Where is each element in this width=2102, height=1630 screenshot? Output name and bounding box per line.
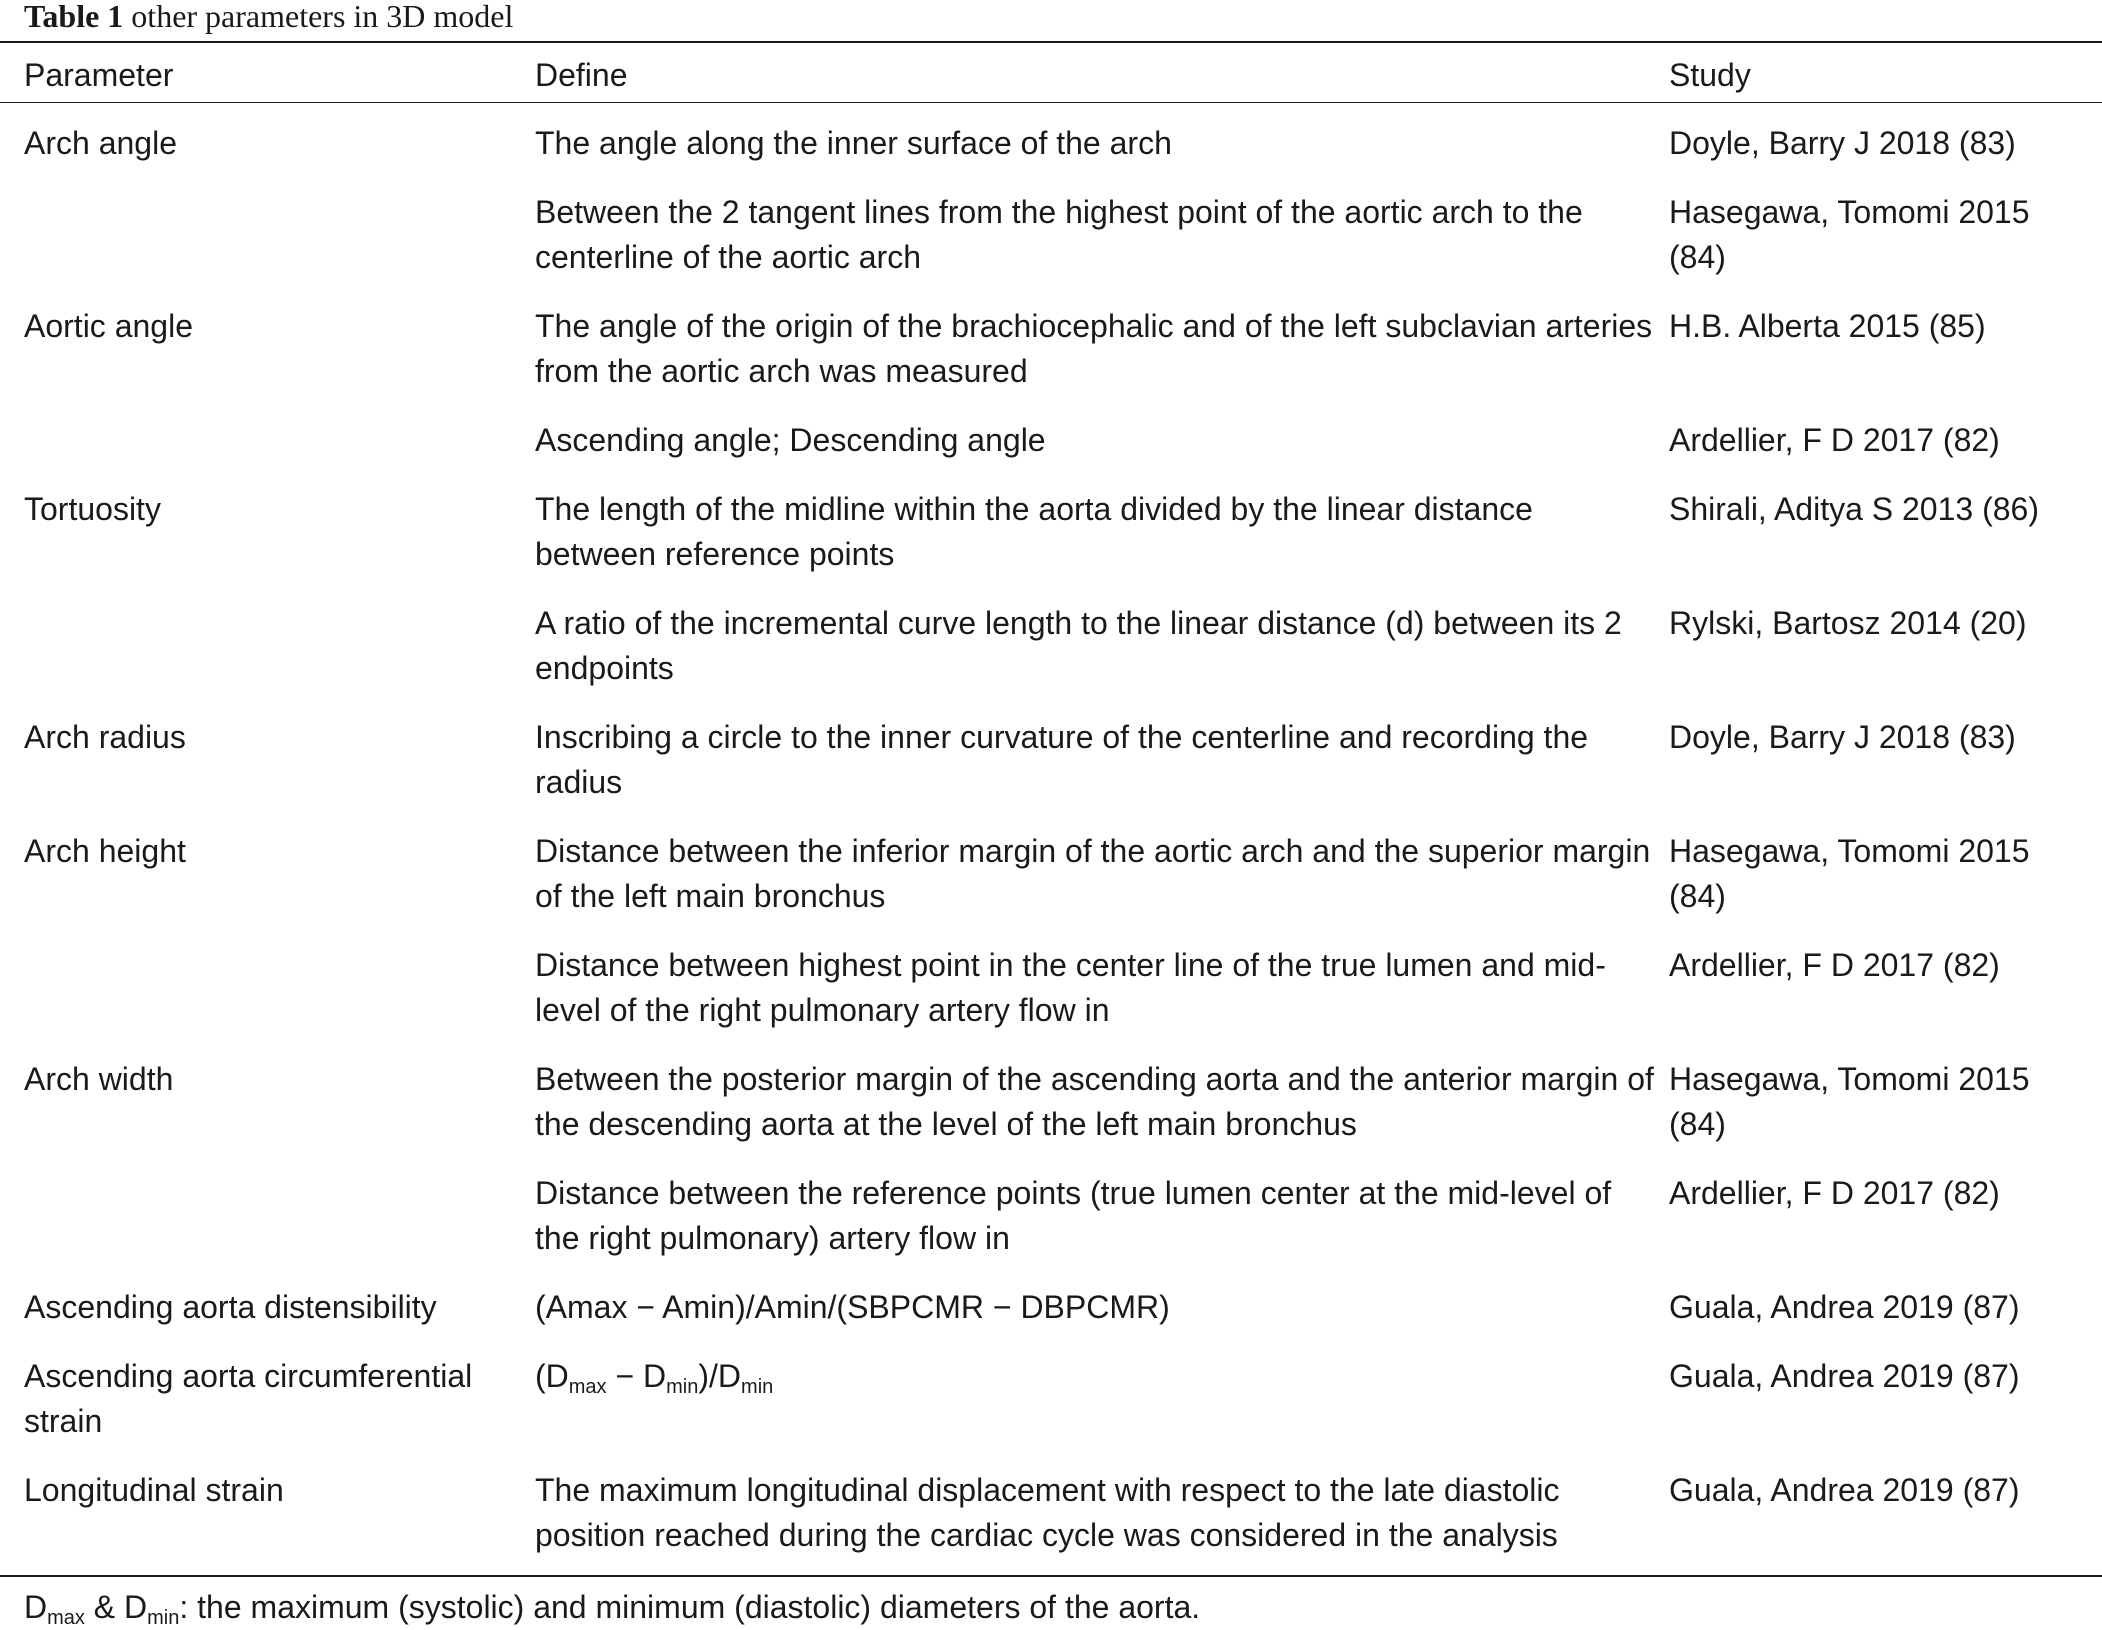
cell-parameter: Aortic angle <box>24 308 193 344</box>
cell-parameter: Arch height <box>24 833 186 869</box>
cell-study: Doyle, Barry J 2018 (83) <box>1669 719 2016 755</box>
cell-parameter: Arch angle <box>24 125 177 161</box>
table-row <box>0 304 2102 394</box>
table-caption <box>24 0 513 32</box>
subscript: min <box>147 1607 180 1629</box>
cell-study: Shirali, Aditya S 2013 (86) <box>1669 491 2039 527</box>
subscript: min <box>741 1376 774 1398</box>
table-row <box>0 829 2102 919</box>
table-row <box>0 1468 2102 1558</box>
cell-define <box>535 1354 1655 1444</box>
cell-parameter: Arch radius <box>24 719 186 755</box>
cell-study: Ardellier, F D 2017 (82) <box>1669 1175 2000 1211</box>
cell-define: Inscribing a circle to the inner curvature of the centerline and recording the radius <box>535 719 1589 800</box>
table-row <box>0 1057 2102 1147</box>
footnote-part: : the maximum (systolic) and minimum (diastolic) diameters of the aorta. <box>179 1589 1201 1625</box>
cell-define: The angle of the origin of the brachiocephalic and of the left subclavian arteries from the aortic arch was measured <box>535 308 1653 389</box>
table-row <box>0 715 2102 805</box>
subscript: max <box>568 1376 607 1398</box>
table-row <box>0 943 2102 1033</box>
subscript: min <box>666 1376 699 1398</box>
cell-define: The maximum longitudinal displacement with respect to the late diastolic position reached during the cardiac cycle was considered in the analysis <box>535 1472 1560 1553</box>
cell-define: Between the posterior margin of the ascending aorta and the anterior margin of the descending aorta at the level of the left main bronchus <box>535 1061 1654 1142</box>
formula-part: )/D <box>698 1358 742 1394</box>
cell-define: The length of the midline within the aorta divided by the linear distance between reference points <box>535 491 1533 572</box>
formula-part: (D <box>535 1358 569 1394</box>
table-caption-text: other parameters in 3D model <box>131 0 514 34</box>
header-parameter: Parameter <box>24 57 174 93</box>
table-row <box>0 1354 2102 1444</box>
table-top-rule <box>0 41 2102 43</box>
table-caption-label: Table 1 <box>24 0 124 34</box>
formula-part: − D <box>606 1358 667 1394</box>
footnote-part: D <box>24 1589 48 1625</box>
cell-parameter: Longitudinal strain <box>24 1472 284 1508</box>
table-row <box>0 418 2102 463</box>
cell-study: Ardellier, F D 2017 (82) <box>1669 422 2000 458</box>
cell-study: Ardellier, F D 2017 (82) <box>1669 947 2000 983</box>
cell-parameter: Ascending aorta distensibility <box>24 1289 437 1325</box>
subscript: max <box>47 1607 85 1629</box>
table-row <box>0 121 2102 166</box>
cell-parameter: Arch width <box>24 1061 174 1097</box>
table-body <box>0 121 2102 1582</box>
table-row <box>0 601 2102 691</box>
cell-define: Distance between the reference points (true lumen center at the mid-level of the right pulmonary) artery flow in <box>535 1175 1612 1256</box>
cell-study: Guala, Andrea 2019 (87) <box>1669 1472 2020 1508</box>
cell-study: Doyle, Barry J 2018 (83) <box>1669 125 2016 161</box>
table-header-rule <box>0 102 2102 103</box>
cell-define: A ratio of the incremental curve length to the linear distance (d) between its 2 endpoints <box>535 605 1622 686</box>
header-study: Study <box>1669 57 1751 93</box>
footnote-part: & D <box>84 1589 148 1625</box>
cell-define: Ascending angle; Descending angle <box>535 422 1046 458</box>
cell-define: (Amax − Amin)/Amin/(SBPCMR − DBPCMR) <box>535 1289 1170 1325</box>
table-row <box>0 1285 2102 1330</box>
table-row <box>0 190 2102 280</box>
cell-study: Hasegawa, Tomomi 2015 (84) <box>1669 1061 2030 1142</box>
cell-study: Hasegawa, Tomomi 2015 (84) <box>1669 194 2030 275</box>
cell-define: Distance between the inferior margin of the aortic arch and the superior margin of the left main bronchus <box>535 833 1651 914</box>
cell-study: Guala, Andrea 2019 (87) <box>1669 1358 2020 1394</box>
table-footnote <box>24 1585 1200 1630</box>
cell-define: Between the 2 tangent lines from the highest point of the aortic arch to the centerline of the aortic arch <box>535 194 1583 275</box>
cell-study: H.B. Alberta 2015 (85) <box>1669 308 1986 344</box>
header-define: Define <box>535 57 628 93</box>
cell-study: Rylski, Bartosz 2014 (20) <box>1669 605 2027 641</box>
cell-study: Hasegawa, Tomomi 2015 (84) <box>1669 833 2030 914</box>
cell-define: Distance between highest point in the center line of the true lumen and mid-level of the right pulmonary artery flow in <box>535 947 1606 1028</box>
table-bottom-rule <box>0 1575 2102 1577</box>
cell-define: The angle along the inner surface of the arch <box>535 125 1172 161</box>
table-header-row <box>0 53 2102 98</box>
cell-parameter: Tortuosity <box>24 491 161 527</box>
table-row <box>0 487 2102 577</box>
cell-study: Guala, Andrea 2019 (87) <box>1669 1289 2020 1325</box>
table-row <box>0 1171 2102 1261</box>
cell-parameter: Ascending aorta circumferential strain <box>24 1358 473 1439</box>
